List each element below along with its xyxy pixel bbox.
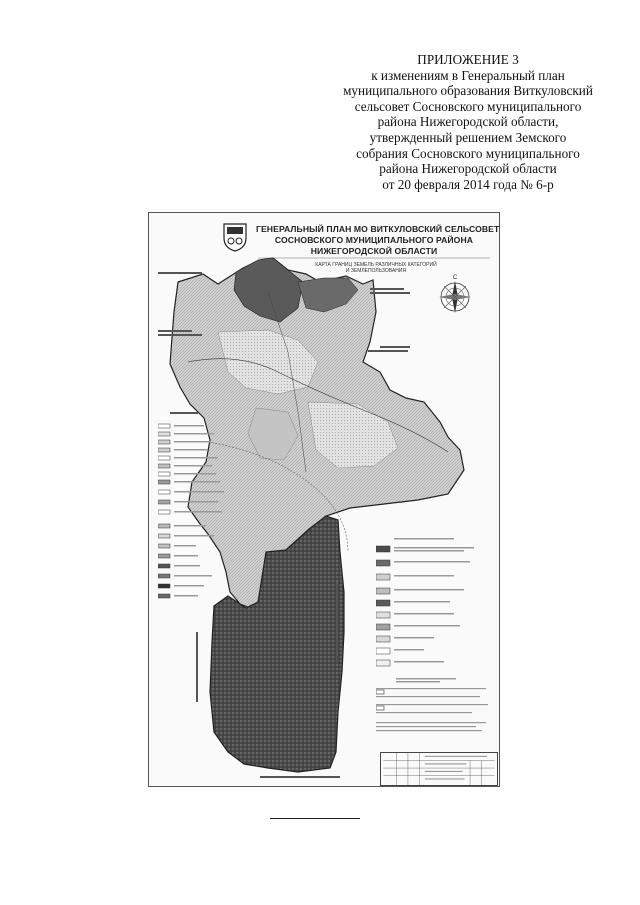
annex-header	[318, 52, 618, 192]
annex-line: к изменениям в Генеральный план	[371, 67, 565, 83]
bottom-rule	[270, 818, 360, 819]
annex-line: района Нижегородской области	[379, 161, 557, 177]
title-block	[380, 752, 498, 786]
annex-line: утвержденный решением Земского	[369, 129, 567, 145]
annex-line: от 20 февраля 2014 года № 6-р	[382, 176, 554, 192]
annex-line: муниципального образования Виткуловский	[343, 83, 593, 99]
map-title-line: НИЖЕГОРОДСКОЙ ОБЛАСТИ	[310, 246, 438, 256]
annex-line: района Нижегородской области,	[377, 114, 559, 130]
annex-line: ПРИЛОЖЕНИЕ 3	[417, 52, 519, 67]
compass-north-label: С	[452, 275, 458, 281]
legend-left	[158, 420, 238, 620]
annex-line: сельсовет Сосновского муниципального	[354, 98, 582, 114]
legend-right	[376, 536, 496, 746]
annex-line: собрания Сосновского муниципального	[356, 145, 580, 161]
map-subtitle-line: И ЗЕМЛЕПОЛЬЗОВАНИЯ	[345, 268, 407, 275]
map-title-line: СОСНОВСКОГО МУНИЦИПАЛЬНОГО РАЙОНА	[274, 235, 474, 245]
map-subtitle-line: КАРТА ГРАНИЦ ЗЕМЕЛЬ РАЗЛИЧНЫХ КАТЕГОРИЙ	[315, 262, 437, 268]
map-title-line: ГЕНЕРАЛЬНЫЙ ПЛАН МО ВИТКУЛОВСКИЙ СЕЛЬСОВЕТ	[256, 224, 500, 234]
